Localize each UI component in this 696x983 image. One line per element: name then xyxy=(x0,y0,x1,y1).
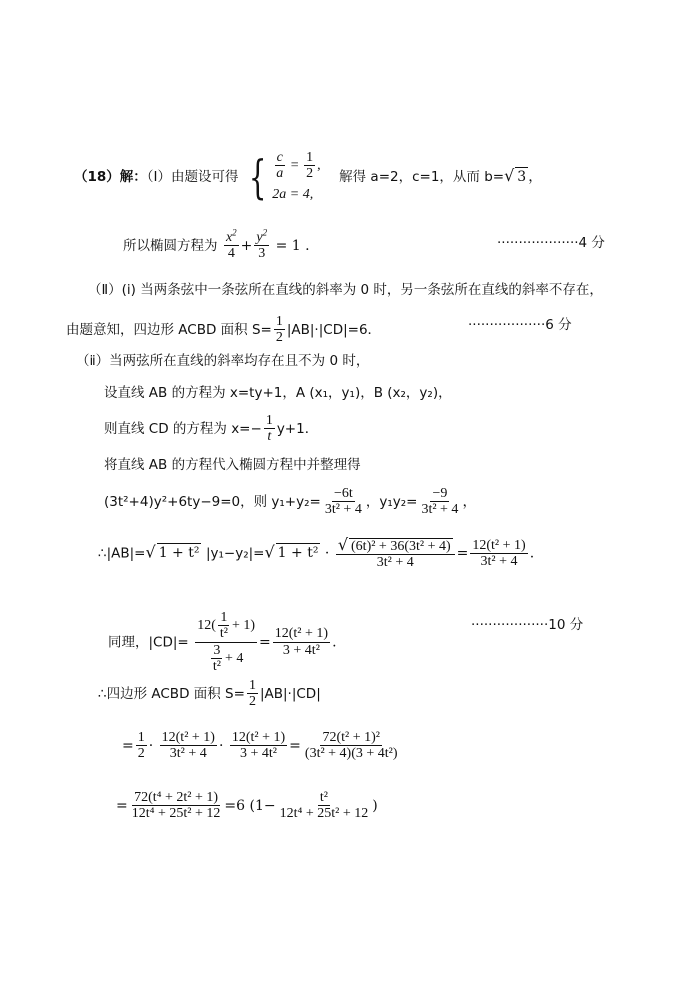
part2-case2: （ⅱ）当两弦所在直线的斜率均存在且不为 0 时， xyxy=(76,353,370,369)
score-6: ··················6 分 xyxy=(468,317,572,333)
part2-case1: （Ⅱ）(ⅰ) 当两条弦中一条弦所在直线的斜率为 0 时，另一条弦所在直线的斜率不存在， xyxy=(88,282,603,298)
equation-system: { $\frac{c}{a}$ = $\frac{1}{2}$ , 2a = 4, xyxy=(248,149,321,204)
vieta-line: (3t²+4)y²+6ty−9=0，则 y₁+y₂= $\frac{-6t}{\text{3t² + 4}}$ ，y₁y₂= $\frac{-9}{\text{3t² + 4}}$ ， xyxy=(104,486,477,518)
area-simplified-line: = $\frac{\text{72(t⁴ + 2t² + 1)}}{\text{12t⁴ + 25t² + 12}}$ =6 (1− $\frac{\text{t²}}{\text{12t⁴ + 25t² + 12}}$ ) xyxy=(116,790,378,822)
substitute-line: 将直线 AB 的方程代入椭圆方程中并整理得 xyxy=(104,457,361,473)
ellipse-equation-line: 所以椭圆方程为 $\frac{x^2}{4}$ + $\frac{y^2}{3}$ = 1 . xyxy=(123,227,310,262)
line-ab-setup: 设直线 AB 的方程为 x=ty+1，A (x₁，y₁)，B (x₂，y₂)， xyxy=(104,385,452,401)
ab-length-line: ∴|AB|=√ 1 + t² |y₁−y₂|=√ 1 + t² · $\frac{\text{√ (6t)² + 36(3t² + 4)}}{\text{3t² + 4}}$ = $\frac{\text{12(t² + 1)}}{\text{3t² + 4}}$ . xyxy=(98,535,535,571)
left-brace-icon: { xyxy=(248,149,267,204)
line-cd-equation: 则直线 CD 的方程为 x=− $\frac{1}{t}$ y+1． xyxy=(104,413,319,445)
area-formula-line: ∴四边形 ACBD 面积 S= $\frac{1}{2}$ |AB|·|CD| xyxy=(98,678,321,710)
score-10: ··················10 分 xyxy=(471,617,584,633)
case1-area-line: 由题意知，四边形 ACBD 面积 S= $\frac{1}{2}$ |AB|·|CD|=6． xyxy=(66,314,382,346)
solved-values: 解得 a=2，c=1，从而 b= xyxy=(339,168,505,185)
problem-label: （18）解： xyxy=(74,168,147,185)
sqrt-3: 3 xyxy=(517,168,527,185)
part1-intro: （Ⅰ）由题设可得 xyxy=(146,168,239,185)
score-4: ···················4 分 xyxy=(497,235,605,251)
cd-length-line: 同理，|CD|= 12( $\frac{1}{\text{t²}}$ + 1) $\frac{3}{\text{t²}}$ + 4 = $\frac{\text{12(t² + 1)}}{\text{3 + 4t²}}$ . xyxy=(108,610,337,675)
area-product-line: = $\frac{1}{2}$ · $\frac{\text{12(t² + 1)}}{\text{3t² + 4}}$ · $\frac{\text{12(t² + 1)}}{\text{3 + 4t²}}$ = $\frac{\text{72(t² + 1)²}}{\text{(3t² + 4)(3 + 4t²)}}$ xyxy=(122,730,398,762)
solution-header: （18）解：（Ⅰ）由题设可得 { $\frac{c}{a}$ = $\frac{1}{2}$ , 2a = 4, 解得 a=2，c=1，从而 b=√ 3 ， xyxy=(74,149,543,204)
